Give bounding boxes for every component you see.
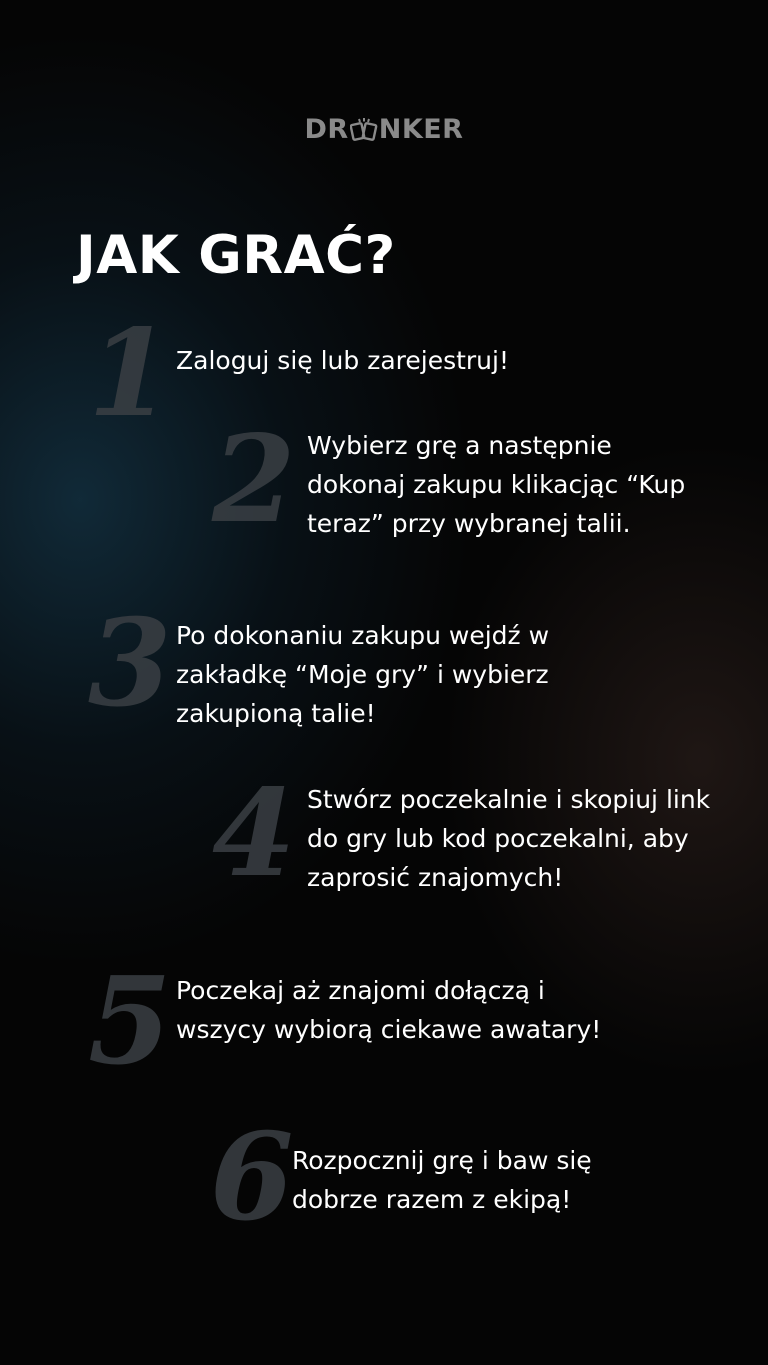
logo-text-left: DR	[304, 114, 349, 145]
page-title: JAK GRAĆ?	[76, 225, 396, 286]
brand-logo	[0, 114, 768, 145]
logo-text-right: NKER	[378, 114, 464, 145]
step-2-numeral: 2	[212, 409, 296, 550]
step-1-numeral: 1	[88, 303, 172, 444]
step-5-text: Poczekaj aż znajomi dołączą i wszycy wybiorą ciekawe awatary!	[176, 976, 602, 1044]
step-1-text: Zaloguj się lub zarejestruj!	[176, 346, 509, 375]
step-2-text: Wybierz grę a następnie dokonaj zakupu klikacjąc “Kup teraz” przy wybranej talii.	[307, 431, 686, 538]
step-6-text: Rozpocznij grę i baw się dobrze razem z ekipą!	[292, 1146, 592, 1214]
glasses-icon	[350, 118, 378, 142]
step-5-numeral: 5	[88, 951, 172, 1092]
step-6-numeral: 6	[210, 1107, 294, 1248]
step-3-numeral: 3	[88, 593, 172, 734]
step-3-text: Po dokonaniu zakupu wejdź w zakładkę “Moje gry” i wybierz zakupioną talie!	[176, 621, 550, 728]
step-4-numeral: 4	[212, 763, 296, 904]
step-4-text: Stwórz poczekalnie i skopiuj link do gry lub kod poczekalni, aby zaprosić znajomych!	[307, 785, 711, 892]
